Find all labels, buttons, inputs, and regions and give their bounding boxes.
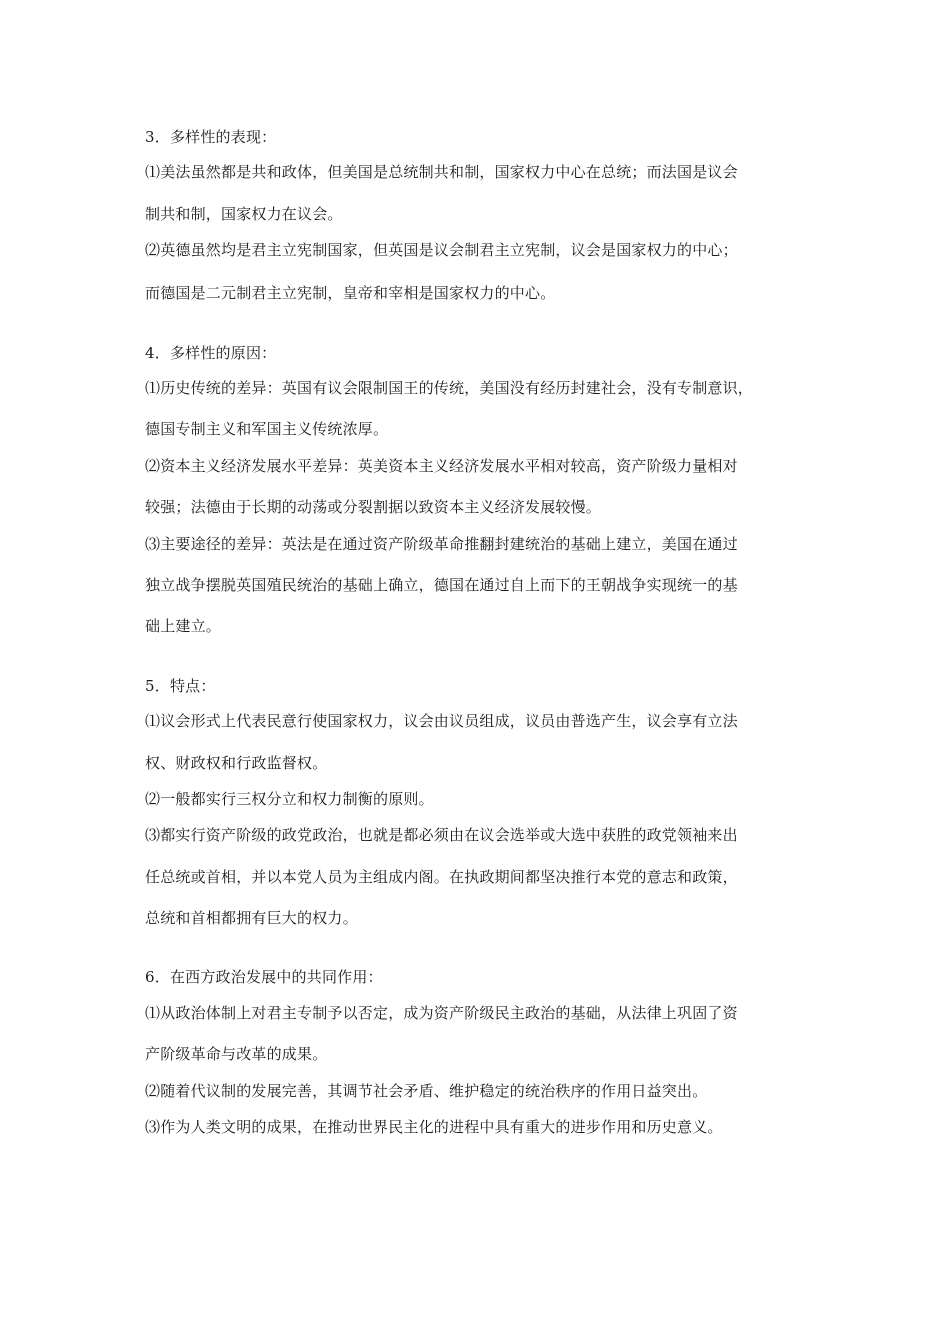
section-6-item-1-line-2: 产阶级革命与改革的成果。 — [145, 1045, 328, 1063]
section-6-item-1-line-1: ⑴从政治体制上对君主专制予以否定，成为资产阶级民主政治的基础，从法律上巩固了资 — [145, 1004, 738, 1022]
section-4-item-3-line-2: 独立战争摆脱英国殖民统治的基础上确立，德国在通过自上而下的王朝战争实现统一的基 — [145, 576, 738, 594]
section-5-item-3-line-1: ⑶都实行资产阶级的政党政治，也就是都必须由在议会选举或大选中获胜的政党领袖来出 — [145, 826, 738, 844]
section-4-item-3-line-3: 础上建立。 — [145, 617, 222, 635]
section-5-item-2-line-1: ⑵一般都实行三权分立和权力制衡的原则。 — [145, 790, 434, 808]
section-4-item-2-line-2: 较强；法德由于长期的动荡或分裂割据以致资本主义经济发展较慢。 — [145, 498, 602, 516]
section-6-heading: 6．在西方政治发展中的共同作用： — [145, 968, 383, 986]
section-5-item-3-line-2: 任总统或首相，并以本党人员为主组成内阁。在执政期间都坚决推行本党的意志和政策， — [145, 868, 738, 886]
section-4-item-1-line-2: 德国专制主义和军国主义传统浓厚。 — [145, 420, 389, 438]
section-4-item-3-line-1: ⑶主要途径的差异：英法是在通过资产阶级革命推翻封建统治的基础上建立，美国在通过 — [145, 535, 738, 553]
section-4-heading: 4．多样性的原因： — [145, 344, 277, 362]
section-5-item-3-line-3: 总统和首相都拥有巨大的权力。 — [145, 909, 358, 927]
section-5-item-1-line-1: ⑴议会形式上代表民意行使国家权力，议会由议员组成，议员由普选产生，议会享有立法 — [145, 712, 738, 730]
section-6-item-3-line-1: ⑶作为人类文明的成果，在推动世界民主化的进程中具有重大的进步作用和历史意义。 — [145, 1118, 723, 1136]
section-5-item-1-line-2: 权、财政权和行政监督权。 — [145, 754, 328, 772]
section-3-heading: 3．多样性的表现： — [145, 128, 277, 146]
section-5-heading: 5．特点： — [145, 677, 216, 695]
section-3-item-1-line-1: ⑴美法虽然都是共和政体，但美国是总统制共和制，国家权力中心在总统；而法国是议会 — [145, 163, 738, 181]
section-4-item-2-line-1: ⑵资本主义经济发展水平差异：英美资本主义经济发展水平相对较高，资产阶级力量相对 — [145, 457, 738, 475]
section-6-item-2-line-1: ⑵随着代议制的发展完善，其调节社会矛盾、维护稳定的统治秩序的作用日益突出。 — [145, 1082, 708, 1100]
section-4-item-1-line-1: ⑴历史传统的差异：英国有议会限制国王的传统，美国没有经历封建社会，没有专制意识， — [145, 379, 754, 397]
section-3-item-1-line-2: 制共和制，国家权力在议会。 — [145, 205, 343, 223]
section-3-item-2-line-1: ⑵英德虽然均是君主立宪制国家，但英国是议会制君主立宪制，议会是国家权力的中心； — [145, 241, 738, 259]
section-3-item-2-line-2: 而德国是二元制君主立宪制，皇帝和宰相是国家权力的中心。 — [145, 284, 556, 302]
